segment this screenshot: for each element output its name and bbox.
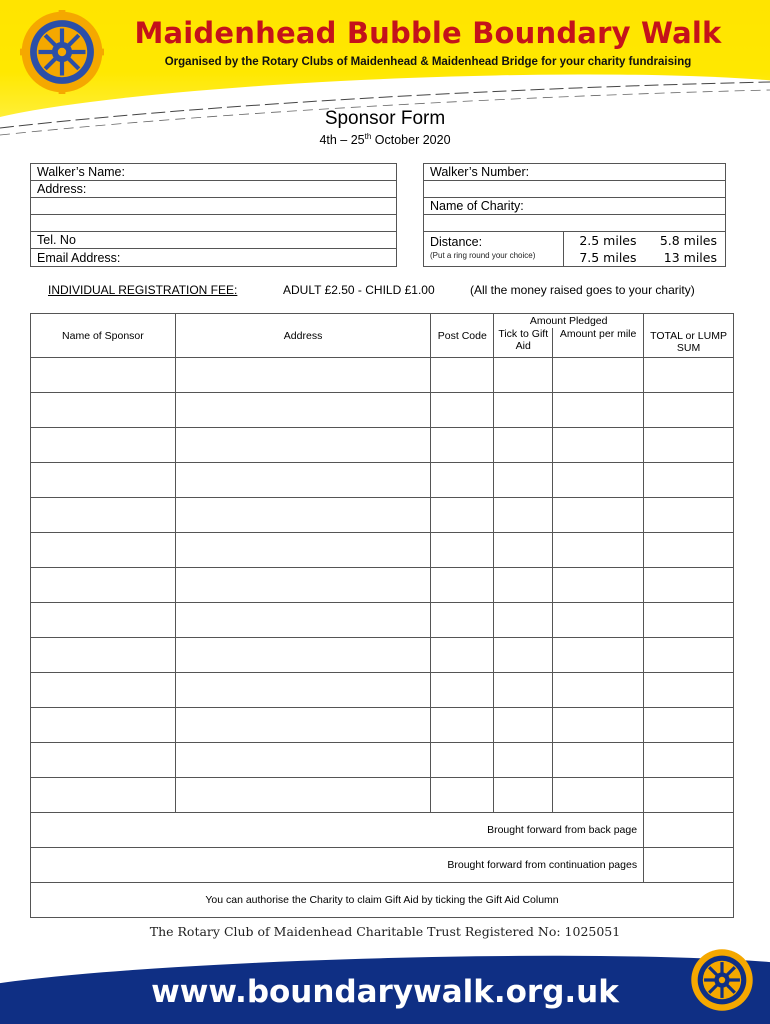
sponsor-name-cell[interactable] — [31, 533, 176, 568]
brought-forward-back-label: Brought forward from back page — [31, 813, 644, 848]
total-cell[interactable] — [644, 358, 734, 393]
table-row — [31, 638, 734, 673]
distance-label: Distance: — [430, 235, 483, 249]
per-mile-cell[interactable] — [553, 743, 644, 778]
distance-label-cell — [424, 232, 564, 266]
table-row — [31, 393, 734, 428]
email-field[interactable] — [31, 249, 396, 266]
gift-aid-cell[interactable] — [494, 743, 553, 778]
form-dates — [0, 132, 770, 147]
table-row — [31, 743, 734, 778]
per-mile-cell[interactable] — [553, 533, 644, 568]
sponsor-address-cell[interactable] — [175, 428, 431, 463]
sponsor-address-cell[interactable] — [175, 463, 431, 498]
distance-option[interactable]: 13 miles — [663, 250, 717, 265]
distance-option[interactable]: 5.8 miles — [659, 233, 717, 248]
walker-number-label: Walker’s Number: — [430, 165, 530, 179]
dates-sup: th — [364, 132, 372, 141]
sponsor-name-cell[interactable] — [31, 638, 176, 673]
brought-forward-back-total[interactable] — [644, 813, 734, 848]
total-cell[interactable] — [644, 708, 734, 743]
form-title: Sponsor Form — [324, 108, 446, 129]
sponsor-name-cell[interactable] — [31, 568, 176, 603]
post-code-cell[interactable] — [431, 778, 494, 813]
post-code-cell[interactable] — [431, 743, 494, 778]
walker-number-line-2[interactable] — [424, 181, 725, 198]
sponsor-name-cell[interactable] — [31, 743, 176, 778]
sponsor-address-cell[interactable] — [175, 673, 431, 708]
post-code-cell[interactable] — [431, 393, 494, 428]
brought-forward-cont-total[interactable] — [644, 848, 734, 883]
table-row — [31, 358, 734, 393]
brought-forward-cont-label: Brought forward from continuation pages — [31, 848, 644, 883]
address-label: Address: — [37, 182, 87, 196]
per-mile-cell[interactable] — [553, 638, 644, 673]
total-cell[interactable] — [644, 778, 734, 813]
tel-field[interactable] — [31, 232, 396, 249]
dates-post: October 2020 — [371, 133, 451, 148]
walker-info-box — [30, 163, 397, 267]
total-cell[interactable] — [644, 533, 734, 568]
gift-aid-header: Tick to Gift Aid — [494, 328, 553, 358]
table-row — [31, 708, 734, 743]
total-cell[interactable] — [644, 603, 734, 638]
address-line-3[interactable] — [31, 215, 396, 232]
distance-option[interactable]: 7.5 miles — [579, 250, 637, 265]
sponsor-header: Name of Sponsor — [31, 314, 176, 358]
sponsor-name-cell[interactable] — [31, 358, 176, 393]
sponsor-address-cell[interactable] — [175, 743, 431, 778]
table-row — [31, 428, 734, 463]
sponsor-name-cell[interactable] — [31, 778, 176, 813]
post-code-cell[interactable] — [431, 638, 494, 673]
tel-label: Tel. No — [37, 233, 76, 247]
gift-aid-cell[interactable] — [494, 638, 553, 673]
distance-field — [424, 232, 725, 266]
sponsor-address-cell[interactable] — [175, 533, 431, 568]
per-mile-cell[interactable] — [553, 428, 644, 463]
per-mile-cell[interactable] — [553, 568, 644, 603]
sponsor-name-cell[interactable] — [31, 428, 176, 463]
per-mile-cell[interactable] — [553, 498, 644, 533]
gift-aid-cell[interactable] — [494, 463, 553, 498]
gift-aid-cell[interactable] — [494, 568, 553, 603]
gift-aid-cell[interactable] — [494, 358, 553, 393]
rotary-logo-icon — [20, 10, 104, 94]
gift-aid-cell[interactable] — [494, 708, 553, 743]
post-code-cell[interactable] — [431, 533, 494, 568]
per-mile-header: Amount per mile — [553, 328, 644, 358]
distance-note: (Put a ring round your choice) — [430, 251, 536, 260]
gift-aid-cell[interactable] — [494, 778, 553, 813]
walker-number-field[interactable] — [424, 164, 725, 181]
table-row — [31, 603, 734, 638]
total-cell[interactable] — [644, 568, 734, 603]
charity-name-label: Name of Charity: — [430, 199, 524, 213]
fee-label: INDIVIDUAL REGISTRATION FEE: — [48, 283, 238, 297]
page-title: Maidenhead Bubble Boundary Walk — [134, 16, 722, 50]
gift-aid-cell[interactable] — [494, 603, 553, 638]
footer-url[interactable]: www.boundarywalk.org.uk — [151, 974, 619, 1010]
brought-forward-cont-row — [31, 848, 734, 883]
sponsor-address-cell[interactable] — [175, 498, 431, 533]
sponsor-address-cell[interactable] — [175, 708, 431, 743]
address-header: Address — [175, 314, 431, 358]
sponsor-name-cell[interactable] — [31, 673, 176, 708]
page-subtitle: Organised by the Rotary Clubs of Maidenhead & Maidenhead Bridge for your charity fundraising — [164, 56, 692, 68]
charity-name-field[interactable] — [424, 198, 725, 215]
per-mile-cell[interactable] — [553, 708, 644, 743]
walker-name-field[interactable] — [31, 164, 396, 181]
per-mile-cell[interactable] — [553, 673, 644, 708]
table-row — [31, 778, 734, 813]
dates-pre: 4th – 25 — [319, 133, 365, 148]
table-header-row — [31, 314, 734, 328]
table-row — [31, 463, 734, 498]
footer-band — [0, 944, 770, 1024]
gift-aid-note: You can authorise the Charity to claim Gift Aid by ticking the Gift Aid Column — [31, 883, 734, 918]
distance-options — [564, 232, 725, 266]
sponsor-name-cell[interactable] — [31, 463, 176, 498]
gift-aid-cell[interactable] — [494, 533, 553, 568]
total-cell[interactable] — [644, 638, 734, 673]
per-mile-cell[interactable] — [553, 393, 644, 428]
table-row — [31, 498, 734, 533]
total-cell[interactable] — [644, 743, 734, 778]
fee-prices: ADULT £2.50 - CHILD £1.00 — [283, 283, 435, 297]
total-cell[interactable] — [644, 463, 734, 498]
post-code-cell[interactable] — [431, 463, 494, 498]
table-row — [31, 533, 734, 568]
post-code-cell[interactable] — [431, 708, 494, 743]
walker-name-label: Walker’s Name: — [37, 165, 125, 179]
amount-pledged-header: Amount Pledged — [494, 314, 644, 328]
total-cell[interactable] — [644, 393, 734, 428]
rotary-logo-icon — [690, 948, 754, 1012]
sponsor-address-cell[interactable] — [175, 393, 431, 428]
sponsor-name-cell[interactable] — [31, 603, 176, 638]
post-code-cell[interactable] — [431, 568, 494, 603]
gift-aid-cell[interactable] — [494, 498, 553, 533]
email-label: Email Address: — [37, 250, 121, 265]
total-header: TOTAL or LUMP SUM — [644, 314, 734, 358]
gift-aid-note-row — [31, 883, 734, 918]
post-code-cell[interactable] — [431, 603, 494, 638]
total-cell[interactable] — [644, 498, 734, 533]
per-mile-cell[interactable] — [553, 358, 644, 393]
sponsor-address-cell[interactable] — [175, 603, 431, 638]
sponsor-address-cell[interactable] — [175, 568, 431, 603]
post-code-cell[interactable] — [431, 498, 494, 533]
post-code-header: Post Code — [431, 314, 494, 358]
sponsor-name-cell[interactable] — [31, 393, 176, 428]
brought-forward-back-row — [31, 813, 734, 848]
sponsor-address-cell[interactable] — [175, 778, 431, 813]
total-cell[interactable] — [644, 428, 734, 463]
gift-aid-cell[interactable] — [494, 393, 553, 428]
sponsor-address-cell[interactable] — [175, 638, 431, 673]
charity-trust-line: The Rotary Club of Maidenhead Charitable Trust Registered No: 1025051 — [149, 924, 621, 939]
per-mile-cell[interactable] — [553, 463, 644, 498]
post-code-cell[interactable] — [431, 673, 494, 708]
per-mile-cell[interactable] — [553, 778, 644, 813]
sponsor-address-cell[interactable] — [175, 358, 431, 393]
gift-aid-cell[interactable] — [494, 428, 553, 463]
table-row — [31, 568, 734, 603]
total-cell[interactable] — [644, 673, 734, 708]
address-field[interactable] — [31, 181, 396, 198]
post-code-cell[interactable] — [431, 428, 494, 463]
walker-number-box — [423, 163, 726, 267]
gift-aid-cell[interactable] — [494, 673, 553, 708]
table-row — [31, 673, 734, 708]
fee-note: (All the money raised goes to your charity) — [470, 283, 695, 297]
address-line-2[interactable] — [31, 198, 396, 215]
sponsor-table — [30, 313, 734, 918]
charity-name-line-2[interactable] — [424, 215, 725, 232]
sponsor-name-cell[interactable] — [31, 708, 176, 743]
distance-option[interactable]: 2.5 miles — [579, 233, 637, 248]
sponsor-name-cell[interactable] — [31, 498, 176, 533]
per-mile-cell[interactable] — [553, 603, 644, 638]
post-code-cell[interactable] — [431, 358, 494, 393]
